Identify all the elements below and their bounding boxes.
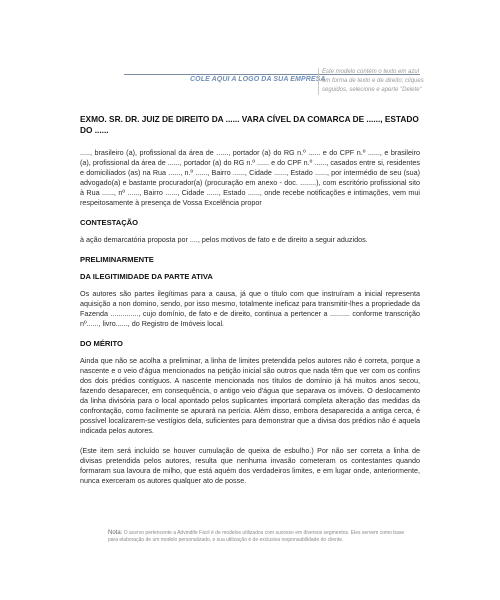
document-title: EXMO. SR. DR. JUIZ DE DIREITO DA ...... VARA CÍVEL DA COMARCA DE ......, ESTADO DO ...... [80,114,419,135]
intro-paragraph: ....., brasileiro (a), profissional da área de ......, portador (a) do RG n.º ...... e do CPF n.º ......, e brasileiro (a), profissional da área de ......, portador (a) do RG n.º ...... e do CPF n.º ......, casados entre si, residentes e domiciliados (as) na Rua ......, n.º ......, Bairro ......, Cidade ......, Estado ......, por intermédio de seu (sua) advogado(a) e bastante procurador(a) (procuração em anexo - doc. ........), com escritório profissional sito à Rua ......, nº ......, Bairro ......, Cidade ......, Estado ......, onde recebe notificações e intimações, vem mui respeitosamente à presença de Vossa Excelência propor [80,148,420,207]
heading-preliminarmente: PRELIMINARMENTE [80,255,154,264]
footer-note [108,530,408,544]
merito-paragraph-1: Ainda que não se acolha a preliminar, a linha de limites pretendida pelos autores não é correta, porque a nascente e o veio d'água mencionados na petição inicial são outros que nada têm que ver com os confins dos dois prédios contíguos. A nascente mencionada nos títulos de domínio já há muitos anos secou, fazendo desaparecer, em consequência, o antigo veio d'água que separava os imóveis. O deslocamento da linha divisória para o local apontado pelos suplicantes importará completa alteração das medidas da confrontação, como facilmente se apurará na perícia. Além disso, embora desaparecida a antiga cerca, é possível localizarem-se vestígios dela, suficientes para demonstrar que a divisa dos prédios não é aquela indicada pelos autores. [80,356,420,435]
contestacao-paragraph: à ação demarcatória proposta por ...., pelos motivos de fato e de direito a seguir aduzidos. [80,235,368,244]
document-body [80,114,420,496]
heading-ilegitimidade: DA ILEGITIMIDADE DA PARTE ATIVA [80,272,213,281]
ilegitimidade-paragraph: Os autores são partes ilegítimas para a causa, já que o título com que instruíram a inicial representa aquisição a non domino, sendo, por isso mesmo, totalmente ineficaz para transmitir-lhes a propriedade da Fazenda .............., cujo domínio, de fato e de direito, continua a pertencer a .......... conforme transcrição nº......, livro......, do Registro de Imóveis local. [80,289,420,328]
heading-merito: DO MÉRITO [80,339,123,348]
footer-label: Nota: [108,530,123,536]
footer-text: O acervo pertencente a Advindife Fácil é de modelos utilizados com sucesso em diversos segmentos. Eles servem como base para elaboração de um modelo personalizado, e sua utilização é de exclusiva responsabilidade do cliente. [108,530,405,543]
merito-paragraph-2: (Este item será incluído se houver cumulação de queixa de esbulho.) Por não ser correta a linha de divisas pretendida pelos autores, resulta que nenhuma invasão cometeram os contestantes quando formaram sua lavoura de milho, que está aquém dos verdadeiros limites, e em lugar onde, anteriormente, nunca exerceram os autores qualquer ato de posse. [80,446,420,485]
side-instruction-note: Este modelo contém o texto em azul em forma de texto e de direito; cliques seguidos, selecione e aperte "Delete" [318,68,424,95]
heading-contestacao: CONTESTAÇÃO [80,218,139,227]
logo-placeholder: COLE AQUI A LOGO DA SUA EMPRESA [190,76,326,83]
